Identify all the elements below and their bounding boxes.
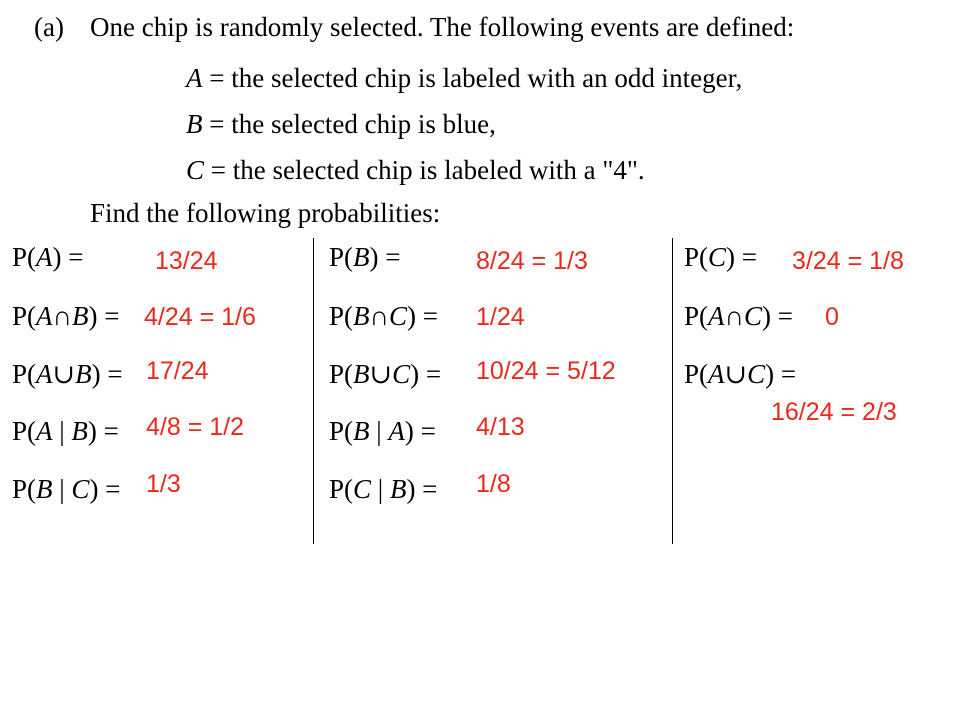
probability-label: P(C | B) = xyxy=(329,474,438,504)
probability-answer: 17/24 xyxy=(146,357,209,385)
probability-answer: 3/24 = 1/8 xyxy=(792,247,904,275)
event-text: = the selected chip is labeled with a "4". xyxy=(204,155,645,185)
probability-label: P(B | C) = xyxy=(12,474,121,504)
probability-label: P(A | B) = xyxy=(12,416,119,446)
probability-label: P(C) = xyxy=(684,242,757,272)
probability-label: P(A) = xyxy=(12,242,84,272)
event-c-definition xyxy=(186,157,645,184)
probability-answer: 1/8 xyxy=(476,470,511,498)
probability-label: P(B∪C) = xyxy=(329,359,442,389)
probability-answer: 8/24 = 1/3 xyxy=(476,247,588,275)
event-text: = the selected chip is blue, xyxy=(202,109,496,139)
probability-label: P(B | A) = xyxy=(329,416,436,446)
probability-answer: 16/24 = 2/3 xyxy=(771,398,897,426)
probability-label: P(A∩B) = xyxy=(12,301,120,331)
event-symbol: C xyxy=(186,155,205,185)
probability-answer: 4/8 = 1/2 xyxy=(146,413,244,441)
event-text: = the selected chip is labeled with an odd integer, xyxy=(202,63,743,93)
probability-label: P(B∩C) = xyxy=(329,301,438,331)
intro-text: One chip is randomly selected. The following events are defined: xyxy=(90,12,795,42)
column-divider xyxy=(672,238,673,544)
event-a-definition xyxy=(186,65,742,92)
part-label: (a) xyxy=(34,12,64,42)
event-b-definition xyxy=(186,111,496,138)
column-divider xyxy=(313,238,314,544)
probability-answer: 1/3 xyxy=(146,470,181,498)
probability-answer: 13/24 xyxy=(155,247,218,275)
probability-label: P(A∩C) = xyxy=(684,301,793,331)
event-symbol: B xyxy=(186,109,203,139)
probability-answer: 1/24 xyxy=(476,303,525,331)
probability-label: P(A∪B) = xyxy=(12,359,123,389)
probability-answer: 0 xyxy=(825,303,839,331)
probability-answer: 10/24 = 5/12 xyxy=(476,357,616,385)
prompt-text: Find the following probabilities: xyxy=(90,198,441,228)
event-symbol: A xyxy=(186,63,203,93)
probability-label: P(B) = xyxy=(329,242,401,272)
probability-label: P(A∪C) = xyxy=(684,359,797,389)
probability-answer: 4/24 = 1/6 xyxy=(144,303,256,331)
probability-answer: 4/13 xyxy=(476,413,525,441)
